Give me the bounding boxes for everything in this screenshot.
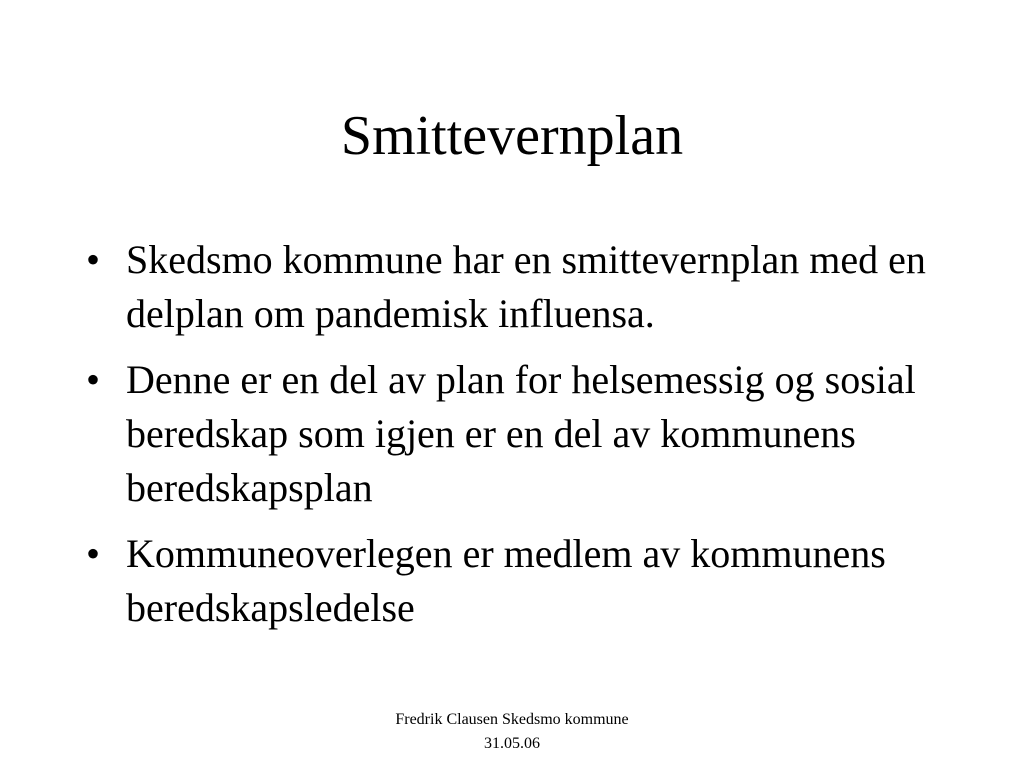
bullet-icon: • xyxy=(86,357,101,402)
footer-date: 31.05.06 xyxy=(484,735,540,752)
slide-footer xyxy=(0,708,1024,756)
list-item xyxy=(86,233,936,341)
bullet-icon: • xyxy=(86,237,101,282)
slide-title: Smittevernplan xyxy=(340,105,684,167)
list-item xyxy=(86,353,936,515)
bullet-text: Kommuneoverlegen er medlem av kommunens beredskapsledelse xyxy=(126,531,886,630)
bullet-icon: • xyxy=(86,531,101,576)
bullet-list xyxy=(86,233,936,647)
footer-author: Fredrik Clausen Skedsmo kommune xyxy=(395,711,629,728)
bullet-text: Denne er en del av plan for helsemessig og sosial beredskap som igjen er en del av kommunens beredskapsplan xyxy=(126,357,916,510)
list-item xyxy=(86,527,936,635)
bullet-text: Skedsmo kommune har en smittevernplan med en delplan om pandemisk influensa. xyxy=(126,237,926,336)
